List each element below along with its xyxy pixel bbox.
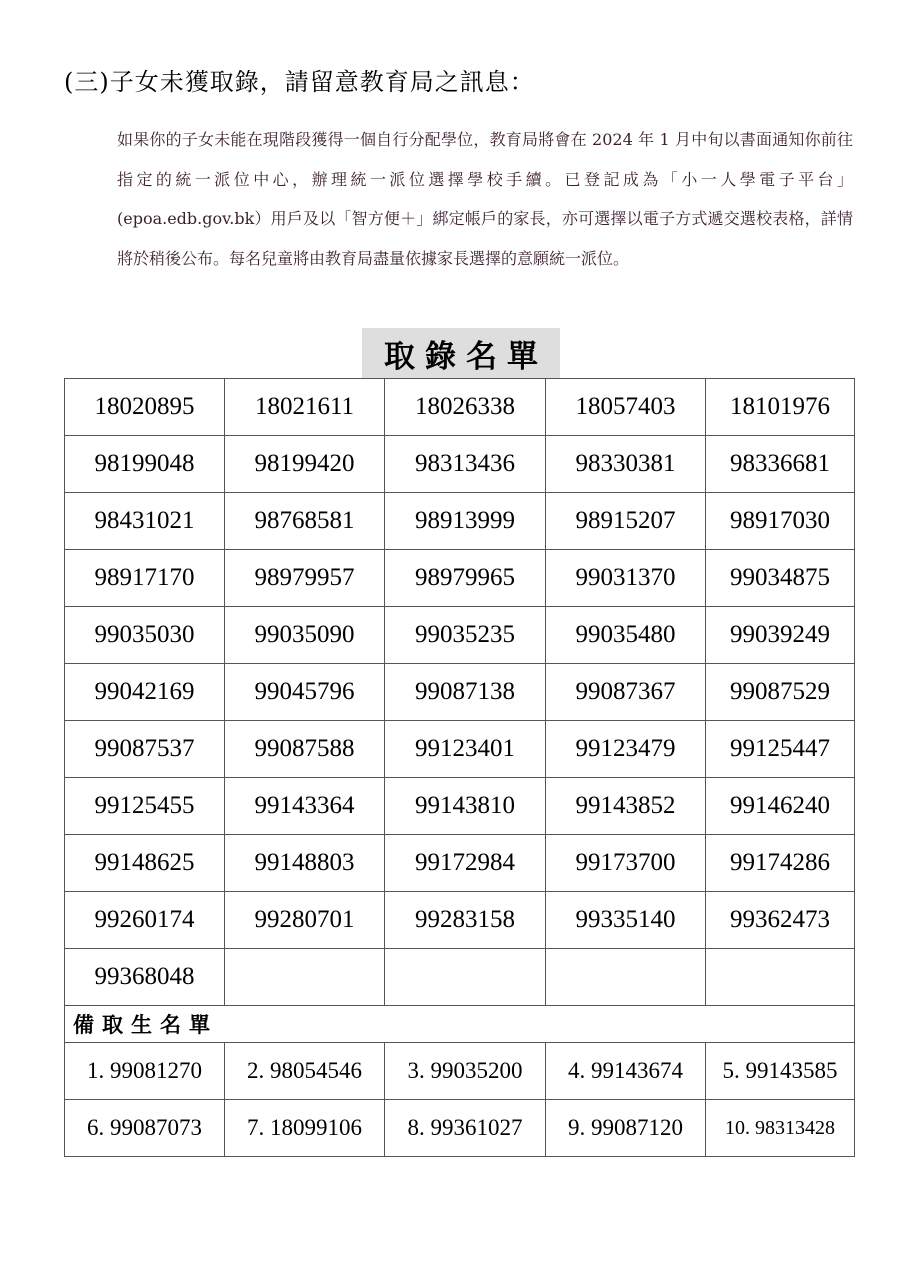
admission-number-cell: 99039249 xyxy=(706,607,855,664)
waiting-number-cell: 7. 18099106 xyxy=(225,1100,385,1157)
admission-number-cell: 99087588 xyxy=(225,721,385,778)
admission-number-cell: 98330381 xyxy=(546,436,706,493)
admission-number-cell: 99087138 xyxy=(385,664,546,721)
waiting-number-cell: 5. 99143585 xyxy=(706,1043,855,1100)
waiting-number-cell: 6. 99087073 xyxy=(65,1100,225,1157)
admission-row xyxy=(65,493,855,550)
waiting-number-cell: 4. 99143674 xyxy=(546,1043,706,1100)
admission-number-cell: 99087529 xyxy=(706,664,855,721)
admission-number-cell: 99123479 xyxy=(546,721,706,778)
admission-number-cell: 99125447 xyxy=(706,721,855,778)
admission-number-cell: 99123401 xyxy=(385,721,546,778)
admission-number-cell: 98979965 xyxy=(385,550,546,607)
admission-number-cell: 98199420 xyxy=(225,436,385,493)
admission-number-cell: 99143810 xyxy=(385,778,546,835)
admission-number-cell: 98313436 xyxy=(385,436,546,493)
waiting-number-cell: 10. 98313428 xyxy=(706,1100,855,1157)
admission-row xyxy=(65,778,855,835)
admission-list-title-box xyxy=(362,328,560,378)
admission-number-cell: 18101976 xyxy=(706,379,855,436)
waiting-number-cell: 8. 99361027 xyxy=(385,1100,546,1157)
waiting-list-header-row xyxy=(65,1006,855,1043)
admission-number-cell: 99146240 xyxy=(706,778,855,835)
admission-number-cell: 99034875 xyxy=(706,550,855,607)
admission-number-cell: 99031370 xyxy=(546,550,706,607)
admission-number-cell: 99042169 xyxy=(65,664,225,721)
admission-number-cell: 99087367 xyxy=(546,664,706,721)
admission-number-cell: 99260174 xyxy=(65,892,225,949)
admission-row xyxy=(65,892,855,949)
waiting-list-title: 備取生名單 xyxy=(65,1006,855,1043)
admission-number-cell xyxy=(385,949,546,1006)
admission-number-cell: 98913999 xyxy=(385,493,546,550)
admission-number-cell: 99035480 xyxy=(546,607,706,664)
admission-number-cell: 99035090 xyxy=(225,607,385,664)
admission-row xyxy=(65,835,855,892)
admission-number-cell: 98336681 xyxy=(706,436,855,493)
admission-number-cell xyxy=(225,949,385,1006)
admission-number-cell: 18021611 xyxy=(225,379,385,436)
waiting-number-cell: 3. 99035200 xyxy=(385,1043,546,1100)
admission-row xyxy=(65,721,855,778)
admission-number-cell xyxy=(706,949,855,1006)
admission-number-cell: 98199048 xyxy=(65,436,225,493)
notice-paragraph: 如果你的子女未能在現階段獲得一個自行分配學位，教育局將會在 2024 年 1 月中旬以書面通知你前往指定的統一派位中心，辦理統一派位選擇學校手續。已登記成為「小一人學電子平台」(epoa.edb.gov.bk）用戶及以「智方便＋」綁定帳戶的家長，亦可選擇以電子方式遞交選校表格，詳情將於稍後公布。每名兒童將由教育局盡量依據家長選擇的意願統一派位。 xyxy=(117,130,853,268)
waiting-number-cell: 2. 98054546 xyxy=(225,1043,385,1100)
admission-number-cell: 99362473 xyxy=(706,892,855,949)
admission-number-cell: 99148625 xyxy=(65,835,225,892)
admission-row xyxy=(65,664,855,721)
admission-table xyxy=(64,378,855,1157)
admission-number-cell: 99143852 xyxy=(546,778,706,835)
waiting-number-cell: 1. 99081270 xyxy=(65,1043,225,1100)
admission-row xyxy=(65,607,855,664)
admission-number-cell: 98915207 xyxy=(546,493,706,550)
admission-number-cell: 99172984 xyxy=(385,835,546,892)
admission-number-cell xyxy=(546,949,706,1006)
admission-number-cell: 99148803 xyxy=(225,835,385,892)
admission-number-cell: 18026338 xyxy=(385,379,546,436)
admission-row xyxy=(65,436,855,493)
admission-number-cell: 98917030 xyxy=(706,493,855,550)
admission-number-cell: 99174286 xyxy=(706,835,855,892)
admission-number-cell: 99335140 xyxy=(546,892,706,949)
admission-number-cell: 18020895 xyxy=(65,379,225,436)
admission-number-cell: 99035235 xyxy=(385,607,546,664)
admission-number-cell: 98431021 xyxy=(65,493,225,550)
waiting-number-cell: 9. 99087120 xyxy=(546,1100,706,1157)
admission-number-cell: 98768581 xyxy=(225,493,385,550)
admission-number-cell: 99035030 xyxy=(65,607,225,664)
admission-number-cell: 98979957 xyxy=(225,550,385,607)
admission-number-cell: 18057403 xyxy=(546,379,706,436)
admission-number-cell: 99087537 xyxy=(65,721,225,778)
waiting-row xyxy=(65,1043,855,1100)
admission-number-cell: 99125455 xyxy=(65,778,225,835)
admission-list-title: 取錄名單 xyxy=(384,338,548,375)
admission-number-cell: 99173700 xyxy=(546,835,706,892)
admission-row xyxy=(65,379,855,436)
admission-number-cell: 99143364 xyxy=(225,778,385,835)
admission-number-cell: 99283158 xyxy=(385,892,546,949)
admission-number-cell: 98917170 xyxy=(65,550,225,607)
admission-row xyxy=(65,550,855,607)
admission-number-cell: 99368048 xyxy=(65,949,225,1006)
waiting-row xyxy=(65,1100,855,1157)
admission-row xyxy=(65,949,855,1006)
admission-number-cell: 99280701 xyxy=(225,892,385,949)
admission-number-cell: 99045796 xyxy=(225,664,385,721)
section-heading: (三)子女未獲取錄，請留意教育局之訊息： xyxy=(64,68,535,96)
